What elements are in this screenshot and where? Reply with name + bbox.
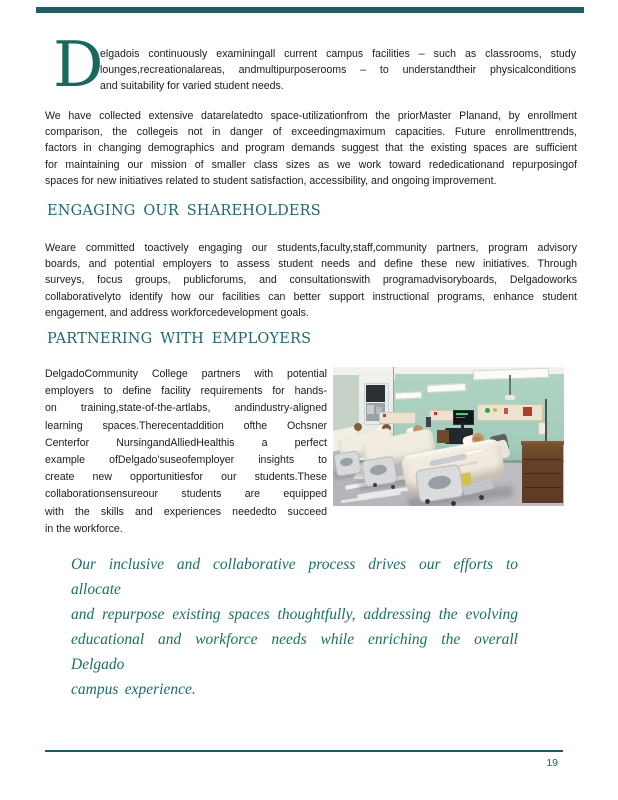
text-line: in the workforce. bbox=[45, 522, 123, 535]
iv-pole bbox=[545, 399, 547, 447]
bed-caster bbox=[479, 495, 484, 500]
text-line: spaces for new initiatives related to student satisfaction, accessibility, and ongoing improvement. bbox=[45, 174, 497, 187]
nursing-lab-photo bbox=[333, 367, 564, 506]
bed-caster bbox=[391, 485, 395, 489]
dresser-drawer-line bbox=[524, 487, 561, 488]
employer-partnering-paragraph bbox=[45, 366, 327, 538]
text-line: We have collected extensive datarelatedto space-utilizationfrom the priorMaster Planand, by enrollment bbox=[45, 110, 577, 122]
text-line: DelgadoCommunity College partners with potential bbox=[45, 368, 327, 380]
header-rule bbox=[36, 7, 584, 13]
text-line: on training,state-of-the-artlabs, andindustry-aligned bbox=[45, 402, 327, 415]
ceiling-light-fixture-left bbox=[395, 391, 422, 399]
drop-cap: D bbox=[53, 28, 104, 101]
text-line: with the skills and experiences neededto succeed bbox=[45, 505, 327, 518]
text-line: campus experience. bbox=[71, 681, 196, 698]
bed-caster bbox=[373, 483, 377, 487]
text-line: collaborationsensureour students are equipped bbox=[45, 488, 327, 501]
text-line: engagement, and address workforcedevelopment goals. bbox=[45, 306, 309, 319]
pendant-lamp bbox=[505, 395, 515, 400]
lab-window-glass-top bbox=[366, 385, 385, 402]
space-utilization-paragraph bbox=[45, 108, 577, 189]
headwall-red-box bbox=[523, 407, 532, 416]
text-line: boards, and potential employers to assess student needs and define these new initiatives. Through bbox=[45, 258, 577, 271]
text-line: learning spaces.Therecentaddition ofthe Ochsner bbox=[45, 419, 327, 432]
heading-engaging-shareholders: ENGAGING OUR SHAREHOLDERS bbox=[47, 203, 321, 219]
text-line: Centerfor NursingandAlliedHealthis a perfect bbox=[45, 436, 327, 449]
text-line: elgadois continuously examiningall current campus facilities – such as classrooms, study bbox=[100, 48, 576, 60]
headwall-left-dot bbox=[383, 414, 386, 417]
wall-equipment bbox=[426, 417, 431, 427]
headwall-panel-middle bbox=[429, 410, 455, 421]
text-line: example ofDelgado'suseofemployer insights to bbox=[45, 454, 327, 467]
monitor-trace-line-2 bbox=[456, 417, 465, 418]
pendant-rod bbox=[509, 375, 511, 397]
manikin-head-1 bbox=[354, 423, 362, 431]
footer-rule bbox=[45, 750, 563, 752]
monitor-trace-line bbox=[456, 413, 468, 415]
text-line: collaborativelyto identify how our facilities can better support instructional programs, enhance student bbox=[45, 290, 577, 303]
text-line: and suitability for varied student needs. bbox=[100, 80, 284, 92]
heading-partnering-employers: PARTNERING WITH EMPLOYERS bbox=[47, 331, 312, 347]
text-line: create new opportunitiesfor our students.These bbox=[45, 471, 327, 484]
headwall-green-dot bbox=[485, 408, 490, 413]
ceiling-light-fixture-middle bbox=[427, 383, 466, 393]
bed-caster bbox=[425, 499, 430, 504]
window-building-1 bbox=[367, 405, 374, 414]
text-line: and repurpose existing spaces thoughtfully, addressing the evolving bbox=[71, 606, 518, 623]
headwall-middle-dot bbox=[434, 412, 437, 415]
text-line: educational and workforce needs while enriching the overall Delgado bbox=[71, 631, 518, 673]
text-line: comparison, the collegeis not in danger of exceedingmaximum capacities. Future enrollmenttrends, bbox=[45, 126, 577, 139]
text-line: surveys, focus groups, publicforums, and consultationswith programadvisoryboards, Delgadoworks bbox=[45, 274, 577, 287]
text-line: lounges,recreationalareas, andmultipurposerooms – to understandtheir physicalconditions bbox=[100, 64, 576, 76]
dresser-drawer-line bbox=[524, 459, 561, 460]
wooden-side-table bbox=[437, 430, 449, 443]
text-line: Weare committed toactively engaging our students,faculty,staff,community partners, program advisory bbox=[45, 242, 577, 254]
bed-caster bbox=[451, 501, 456, 506]
headwall-yellow-dot bbox=[493, 408, 497, 412]
shareholder-engagement-paragraph bbox=[45, 240, 577, 321]
ceiling-light-fixture-right bbox=[473, 368, 549, 381]
text-line: employers to define facility requirements for hands- bbox=[45, 385, 327, 398]
page-number: 19 bbox=[546, 757, 558, 769]
text-line: for maintaining our mission of smaller class sizes as we work toward rededicationand repurposingof bbox=[45, 158, 577, 171]
dresser-drawer-line bbox=[524, 473, 561, 474]
pull-quote bbox=[71, 552, 518, 702]
text-line: factors in changing demographics and program demands suggest that the existing spaces are sufficient bbox=[45, 142, 577, 155]
intro-paragraph bbox=[100, 46, 576, 94]
text-line: Our inclusive and collaborative process drives our efforts to allocate bbox=[71, 556, 518, 598]
headwall-red-outlet bbox=[504, 408, 508, 414]
